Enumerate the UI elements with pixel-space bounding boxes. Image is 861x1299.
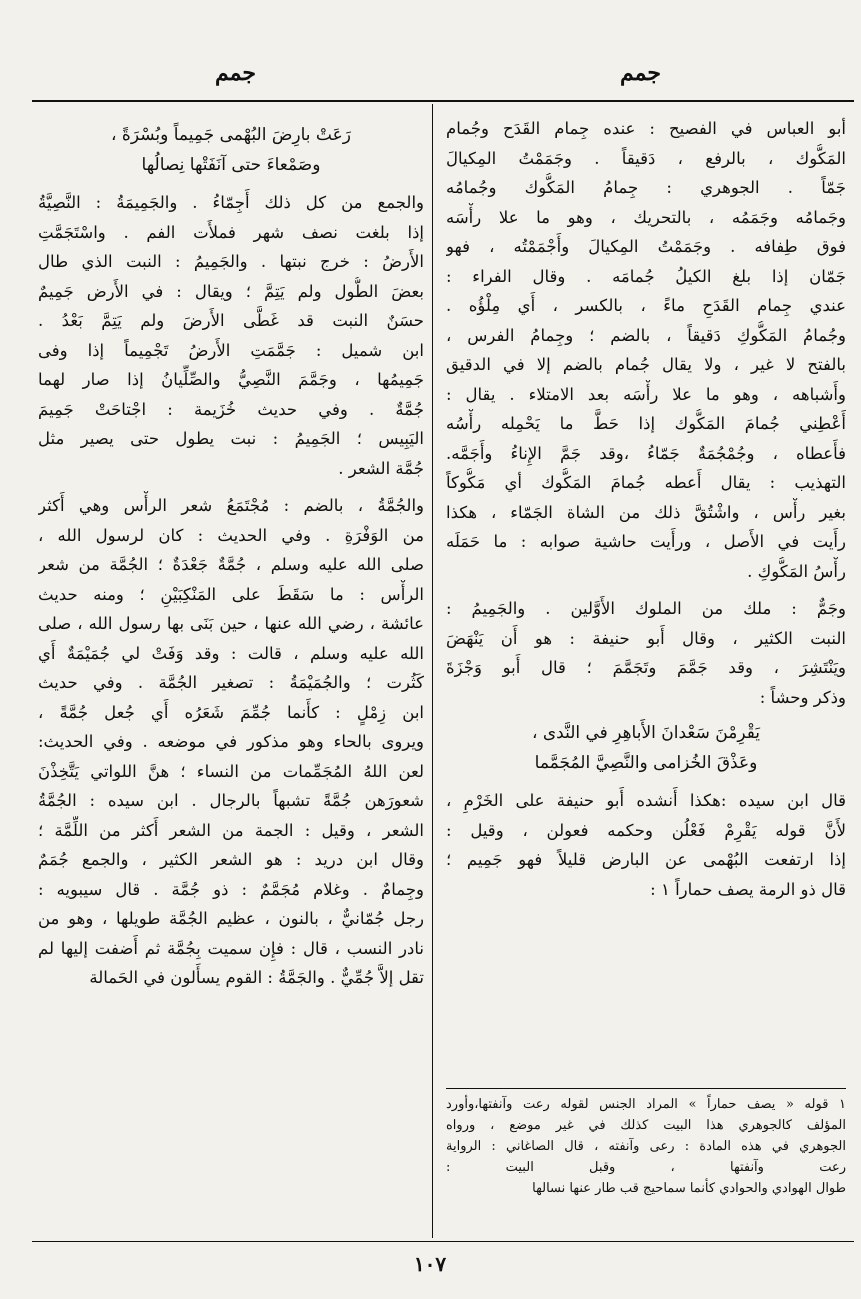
text-line: أَعْطِني جُمامَ المَكُّوك إذا حَطَّ ما يَحْمِله رأْسُه <box>446 414 846 433</box>
verse-line: رَعَتْ بارِضَ البُهْمى جَمِيماً وبُسْرَةً ، <box>111 125 351 145</box>
text-line: كَثُرت ؛ والجُمَيْمَةُ : تصغير الجُمَّة . وفي حديث <box>38 673 424 692</box>
running-head-right: جمم <box>620 60 661 86</box>
text-line: جَمِيمُها ، وجَمَّمَ النَّصِيُّ والصِّلِّيانُ إذا صار لهما <box>38 370 424 389</box>
text-line: فوق طِفافه . وجَمَمْتُ المِكيالَ وأَجْمَمْتُه ، فهو <box>446 237 846 256</box>
page-number: ١٠٧ <box>413 1252 447 1276</box>
text-line: قال ابن سيده :هكذا أَنشده أَبو حنيفة على الخَرْمِ ، <box>446 791 846 810</box>
verse-line: وصَمْعاءَ حتى آنَفَتْها نِصالُها <box>141 155 321 175</box>
bottom-rule <box>32 1241 854 1242</box>
right-column <box>446 114 846 904</box>
text-line: بعضَ الطُّول ولم يَتِمَّ ؛ ويقال : في الأَرض جَمِيمٌ <box>38 281 424 301</box>
text-line: تقل إلاَّ جُمِّيٌّ . والجَمَّةُ : القوم يسأَلون في الحَمالة <box>89 968 424 987</box>
text-line: بغير رأْس ، واشْتُقَّ ذلك من الشاة الجَمّاء ، هكذا <box>446 502 846 522</box>
text-line: وجَمٌّ : ملك من الملوك الأَوَّلين . والجَمِيمُ : <box>446 599 846 618</box>
text-line: وجِمامٌ . وغلام مُجَمَّمٌ : ذو جُمَّة . قال سيبويه : <box>38 879 424 899</box>
text-line: رأَيت في الأَصل ، ورأَيت حاشية صوابه : ما حَمَلَه <box>446 532 846 551</box>
text-line: عائشة ، رضي الله عنها ، حين بَنَى بها رسول الله ، صلى <box>38 614 424 633</box>
text-line: من الوَفْرَةِ . وفي الحديث : كان لرسول الله ، <box>38 525 424 545</box>
text-line: جَمّان إذا بلغ الكيلُ جُمامَه . وقال الفراء : <box>446 266 846 286</box>
top-rule <box>32 100 854 102</box>
text-line: وذكر وحشاً : <box>759 687 846 707</box>
footnote-line: المؤلف كالجوهري هذا البيت كذلك في غير موضع ، ورواه <box>446 1118 846 1133</box>
text-line: نادر النسب ، قال : فإِن سميت بِجُمَّة ثم أَضفت إليها لم <box>38 938 424 958</box>
text-line: الشعر ، وقيل : الجمة من الشعر أَكثر من اللِّمَّة ؛ <box>38 820 424 840</box>
text-line: ابن زِمْلٍ : كأَنما جُمِّمَ شَعَرُه أَي جُعل جُمَّةً ، <box>38 702 424 722</box>
footnote-line: الجوهري في هذه المادة : رعى وآنفته ، قال الصاغاني : الرواية <box>446 1139 846 1154</box>
text-line: وأَشباهه ، وهو ما علا رأْسَه بعد الامتلاء . يقال : <box>446 384 846 404</box>
text-line: رأْسُ المَكُّوكِ . <box>747 561 846 581</box>
text-line: الرأْس : ما سَقَطَ على المَنْكِبَيْنِ ؛ ومنه حديث <box>38 584 424 604</box>
text-line: وجَمامُه وجَمَمُه ، بالتحريك ، وهو ما علا رأْسَه <box>446 207 846 227</box>
text-line: ويروى بالحاء وهو مذكور في موضعه . وفي الحديث: <box>38 732 424 751</box>
text-line: جُمَّةٌ . وفي حديث خُزَيمة : اجْتاحَتْ جَمِيمَ <box>38 399 424 419</box>
text-line: رجل جُمّانيٌّ ، بالنون ، عظيم الجُمَّة طويلها ، وهو من <box>38 909 424 928</box>
text-line: وقال ابن دريد : هو الشعر الكثير ، والجمع جُمَمٌ <box>38 850 424 869</box>
text-line: شعورَهن جُمَّةً تشبهاً بالرجال . ابن سيده : الجُمَّةُ <box>38 791 424 810</box>
verse-line: وعَذْقَ الخُزامى والنَّصِيَّ المُجَمَّما <box>534 753 758 773</box>
text-line: التهذيب : يقال أَعطه جُمامَ المَكُّوك أي مَكُّوكاً <box>446 473 846 492</box>
text-line: جَمّاً . الجوهري : جِمامُ المَكُّوك وجُمامُه <box>446 178 846 197</box>
text-line: جُمَّة الشعر . <box>338 458 424 478</box>
text-line: والجمع من كل ذلك أَجِمّاءُ . والجَمِيمَةُ : النَّصِيَّةُ <box>38 193 424 212</box>
text-line: ابن شميل : جَمَّمَتِ الأَرضُ تَجْمِيماً إذا وفى <box>38 340 424 360</box>
text-line: أبو العباس في الفصيح : عنده جِمام القَدَح وجُمام <box>446 119 846 138</box>
text-line: فأَعطاه ، وجُمْجُمَةٌ جَمّاءُ ،وقد جَمَّ الإِناءُ وأَجَمَّه. <box>446 443 846 463</box>
text-line: والجُمَّةُ ، بالضم : مُجْتَمَعُ شعر الرأْس وهي أَكثر <box>38 496 424 515</box>
footnote-line: طوال الهوادي والحوادي كأنما سماحيج قب طار عنها نسالها <box>532 1181 846 1196</box>
text-line: إذا بلغت نصف شهر فملأَت الفم . واسْتَجَمَّتِ <box>38 222 424 242</box>
text-line: قال ذو الرمة يصف حماراً ١ : <box>650 879 846 899</box>
text-line: لعن اللهُ المُجَمِّمات من النساء ؛ هنَّ اللواتي يَتَّخِذْنَ <box>38 761 424 781</box>
running-head-left: جمم <box>215 60 256 86</box>
footnote-rule <box>446 1088 846 1089</box>
footnote-line: ١ قوله « يصف حماراً » المراد الجنس لقوله رعت وآنفتها،وأورد <box>446 1097 846 1112</box>
text-line: حسَنٌ النبت قد غَطَّى الأَرضَ ولم يَتِمَّ بَعْدُ . <box>38 311 424 330</box>
text-line: ويَنْتَشِرَ ، وقد جَمَّمَ وتَجَمَّمَ ؛ قال أَبو وَجْزَةَ <box>446 658 846 677</box>
text-line: المَكُّوك ، بالرفع ، دَقيقاً . وجَمَمْتُ المِكيالَ <box>446 148 846 168</box>
text-line: لأَنَّ قوله يَقْرِمْ فَعْلُن وحكمه فعولن ، وقيل : <box>446 820 846 840</box>
text-line: إذا ارتفعت البُهْمى عن البارض قليلاً فهو جَمِيم ؛ <box>446 850 846 869</box>
text-line: النبت الكثير ، وقال أَبو حنيفة : هو أَن يَنْهَضَ <box>446 628 846 648</box>
text-line: عندي جِمام القَدَحِ ماءً ، بالكسر ، أَي مِلْؤُه . <box>446 296 846 315</box>
text-line: صلى الله عليه وسلم ، جُمَّةٌ جَعْدَةٌ ؛ الجُمَّة من شعر <box>38 555 424 574</box>
text-line: الأَرضُ : خرج نبتها . والجَمِيمُ : النبت الذي طال <box>38 252 424 271</box>
text-line: اليَبِيس ؛ الجَمِيمُ : نبت يطول حتى يصير مثل <box>38 429 424 448</box>
footnote-line: رعت وآنفتها ، وقبل البيت : <box>446 1160 846 1175</box>
text-line: بالفتح لا غير ، ولا يقال جُمام بالضم إلا في الدقيق <box>446 355 846 374</box>
text-line: الله عليه وسلم ، قالت : وقد وَفَتْ لي جُمَيْمَةٌ أَي <box>38 643 424 663</box>
text-line: وجُمامُ المَكُّوكِ دَقيقاً ، بالضم ؛ وجِمامُ الفرس ، <box>446 325 846 345</box>
verse-line: يَقْرِمْنَ سَعْدانَ الأَباهِرِ في النَّدى ، <box>531 723 761 743</box>
column-divider <box>432 104 433 1238</box>
left-column <box>38 114 424 993</box>
footnote <box>446 1094 846 1199</box>
